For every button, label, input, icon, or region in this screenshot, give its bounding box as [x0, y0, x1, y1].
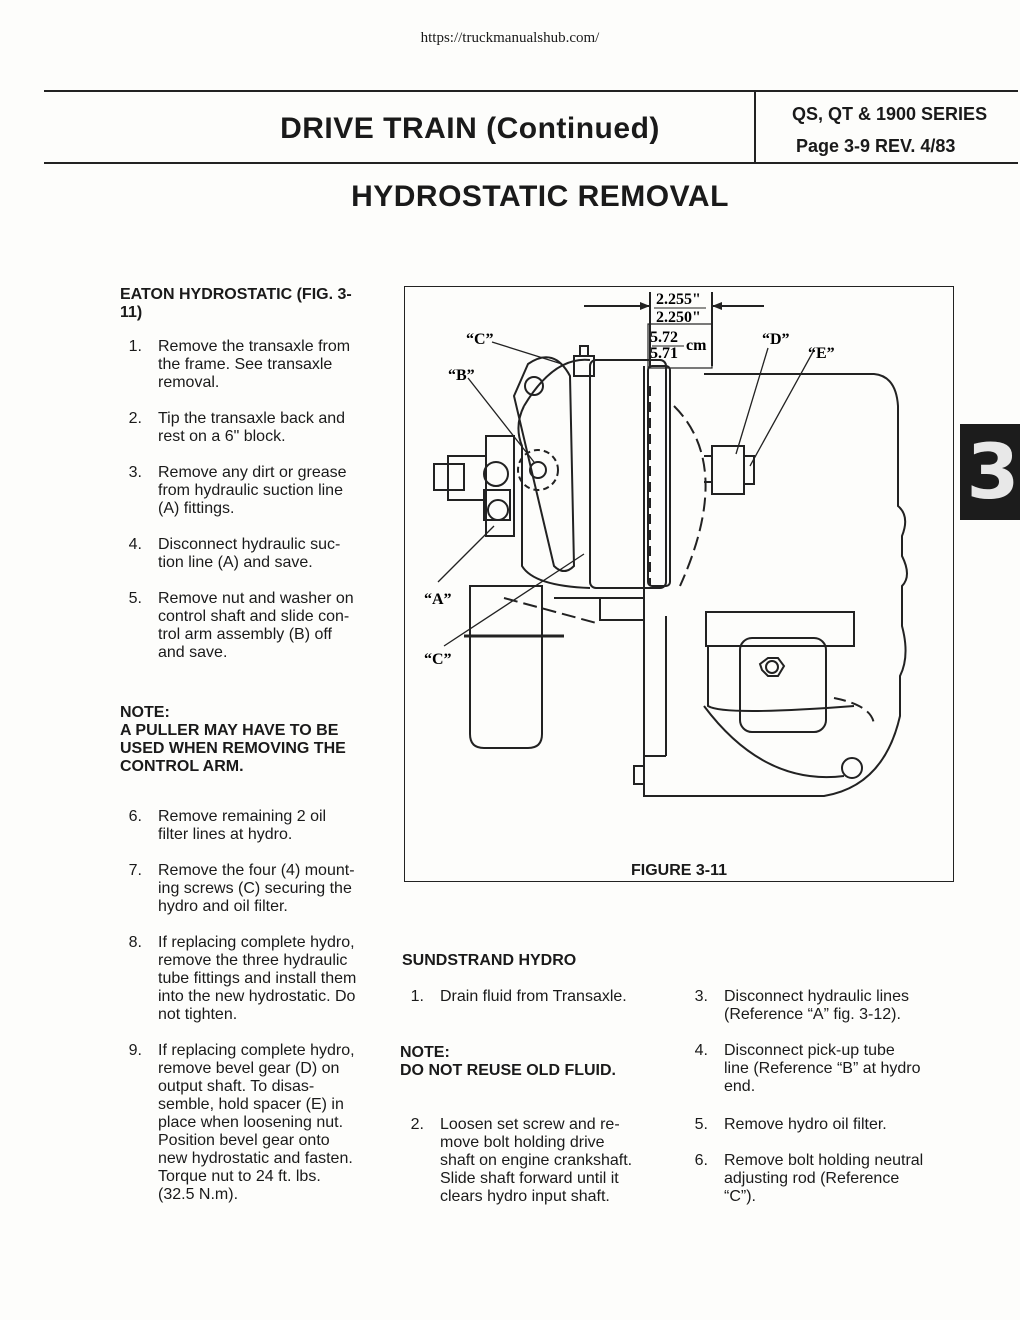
step-line: Disconnect hydraulic lines — [724, 988, 909, 1005]
step-line: new hydrostatic and fasten. — [158, 1150, 353, 1167]
dim-top-label: 2.255" — [656, 291, 701, 308]
step-line: Remove nut and washer on — [158, 590, 354, 607]
step-line: clears hydro input shaft. — [440, 1188, 610, 1205]
step-line: Drain fluid from Transaxle. — [440, 988, 627, 1005]
callout-e: “E” — [808, 345, 835, 362]
step-line: filter lines at hydro. — [158, 826, 293, 843]
step-text — [158, 808, 326, 844]
step-line: and save. — [158, 644, 228, 661]
step-text — [724, 1152, 923, 1206]
step-line: control shaft and slide con- — [158, 608, 350, 625]
step-line: Slide shaft forward until it — [440, 1170, 619, 1187]
step-line: Tip the transaxle back and — [158, 410, 346, 427]
step-number: 3. — [128, 464, 142, 481]
step-line: Remove remaining 2 oil — [158, 808, 327, 825]
step-line: rest on a 6" block. — [158, 428, 286, 445]
step-line: If replacing complete hydro, — [158, 1042, 355, 1059]
hydrostatic-diagram — [404, 286, 954, 882]
step-line: tube fittings and install them — [158, 970, 357, 987]
step-line: Remove the four (4) mount- — [158, 862, 355, 879]
header-title: DRIVE TRAIN (Continued) — [280, 112, 660, 145]
header-series: QS, QT & 1900 SERIES — [792, 104, 988, 124]
header-bottom-rule — [44, 162, 1018, 164]
page-title: HYDROSTATIC REMOVAL — [351, 180, 729, 213]
step-text — [724, 988, 909, 1024]
step-line: Loosen set screw and re- — [440, 1116, 620, 1133]
step-line: “C”). — [724, 1188, 756, 1205]
dim-cm-bottom-label: 5.71 — [650, 345, 678, 362]
step-text — [158, 464, 347, 518]
dim-cm-unit-label: cm — [686, 337, 707, 354]
callout-a: “A” — [424, 591, 452, 608]
step-number: 4. — [128, 536, 142, 553]
source-url: https://truckmanualshub.com/ — [420, 30, 600, 46]
step-text — [158, 536, 340, 572]
step-line: shaft on engine crankshaft. — [440, 1152, 633, 1169]
dim-cm-top-label: 5.72 — [650, 329, 678, 346]
sundstrand-heading: SUNDSTRAND HYDRO — [402, 952, 577, 969]
step-line: Remove hydro oil filter. — [724, 1116, 887, 1133]
step-line: output shaft. To disas- — [158, 1078, 315, 1095]
step-number: 9. — [128, 1042, 142, 1059]
step-line: the frame. See transaxle — [158, 356, 333, 373]
step-number: 2. — [410, 1116, 424, 1133]
step-line: If replacing complete hydro, — [158, 934, 355, 951]
step-line: Disconnect hydraulic suc- — [158, 536, 341, 553]
step-line: Remove any dirt or grease — [158, 464, 347, 481]
step-line: remove the three hydraulic — [158, 952, 348, 969]
step-text — [158, 1042, 355, 1204]
step-line: remove bevel gear (D) on — [158, 1060, 340, 1077]
step-line: from hydraulic suction line — [158, 482, 343, 499]
step-number: 5. — [128, 590, 142, 607]
step-text — [158, 410, 345, 446]
step-line: line (Reference “B” at hydro — [724, 1060, 921, 1077]
sundstrand-note: NOTE: DO NOT REUSE OLD FLUID. — [400, 1044, 616, 1079]
callout-c-bottom: “C” — [424, 651, 452, 668]
step-number: 1. — [410, 988, 424, 1005]
step-number: 5. — [694, 1116, 708, 1133]
step-line: Remove bolt holding neutral — [724, 1152, 924, 1169]
step-line: move bolt holding drive — [440, 1134, 605, 1151]
step-number: 2. — [128, 410, 142, 427]
step-line: place when loosening nut. — [158, 1114, 344, 1131]
step-text — [158, 862, 355, 916]
step-line: adjusting rod (Reference — [724, 1170, 900, 1187]
step-text — [158, 590, 354, 662]
step-text — [158, 934, 356, 1024]
step-line: (32.5 N.m). — [158, 1186, 239, 1203]
step-line: removal. — [158, 374, 220, 391]
step-text — [440, 1116, 632, 1206]
step-line: not tighten. — [158, 1006, 238, 1023]
callout-d: “D” — [762, 331, 790, 348]
step-line: Remove the transaxle from — [158, 338, 351, 355]
step-line: ing screws (C) securing the — [158, 880, 352, 897]
step-text — [158, 338, 350, 392]
step-line: Position bevel gear onto — [158, 1132, 330, 1149]
header-divider — [754, 90, 756, 162]
header-page-ref: Page 3-9 REV. 4/83 — [796, 136, 956, 156]
header-top-rule — [44, 90, 1018, 92]
section-tab-number: 3 — [966, 427, 1020, 516]
step-number: 1. — [128, 338, 142, 355]
step-line: tion line (A) and save. — [158, 554, 313, 571]
step-number: 6. — [694, 1152, 708, 1169]
dim-bottom-label: 2.250" — [656, 309, 701, 326]
step-number: 8. — [128, 934, 142, 951]
step-line: Torque nut to 24 ft. lbs. — [158, 1168, 321, 1185]
step-number: 3. — [694, 988, 708, 1005]
step-text — [440, 988, 627, 1006]
eaton-note: NOTE: A PULLER MAY HAVE TO BE USED WHEN REMOVING THE CONTROL ARM. — [120, 704, 346, 775]
step-line: hydro and oil filter. — [158, 898, 288, 915]
step-line: semble, hold spacer (E) in — [158, 1096, 344, 1113]
eaton-heading: EATON HYDROSTATIC (FIG. 3- 11) — [120, 286, 352, 321]
step-line: Disconnect pick-up tube — [724, 1042, 895, 1059]
step-text — [724, 1116, 887, 1134]
step-number: 6. — [128, 808, 142, 825]
step-line: trol arm assembly (B) off — [158, 626, 332, 643]
step-line: (A) fittings. — [158, 500, 235, 517]
step-text — [724, 1042, 921, 1096]
callout-c-top: “C” — [466, 331, 494, 348]
step-line: (Reference “A” fig. 3-12). — [724, 1006, 901, 1023]
callout-b: “B” — [448, 367, 475, 384]
step-line: end. — [724, 1078, 756, 1095]
figure-caption: FIGURE 3-11 — [630, 862, 728, 879]
step-line: into the new hydrostatic. Do — [158, 988, 356, 1005]
step-number: 4. — [694, 1042, 708, 1059]
step-number: 7. — [128, 862, 142, 879]
